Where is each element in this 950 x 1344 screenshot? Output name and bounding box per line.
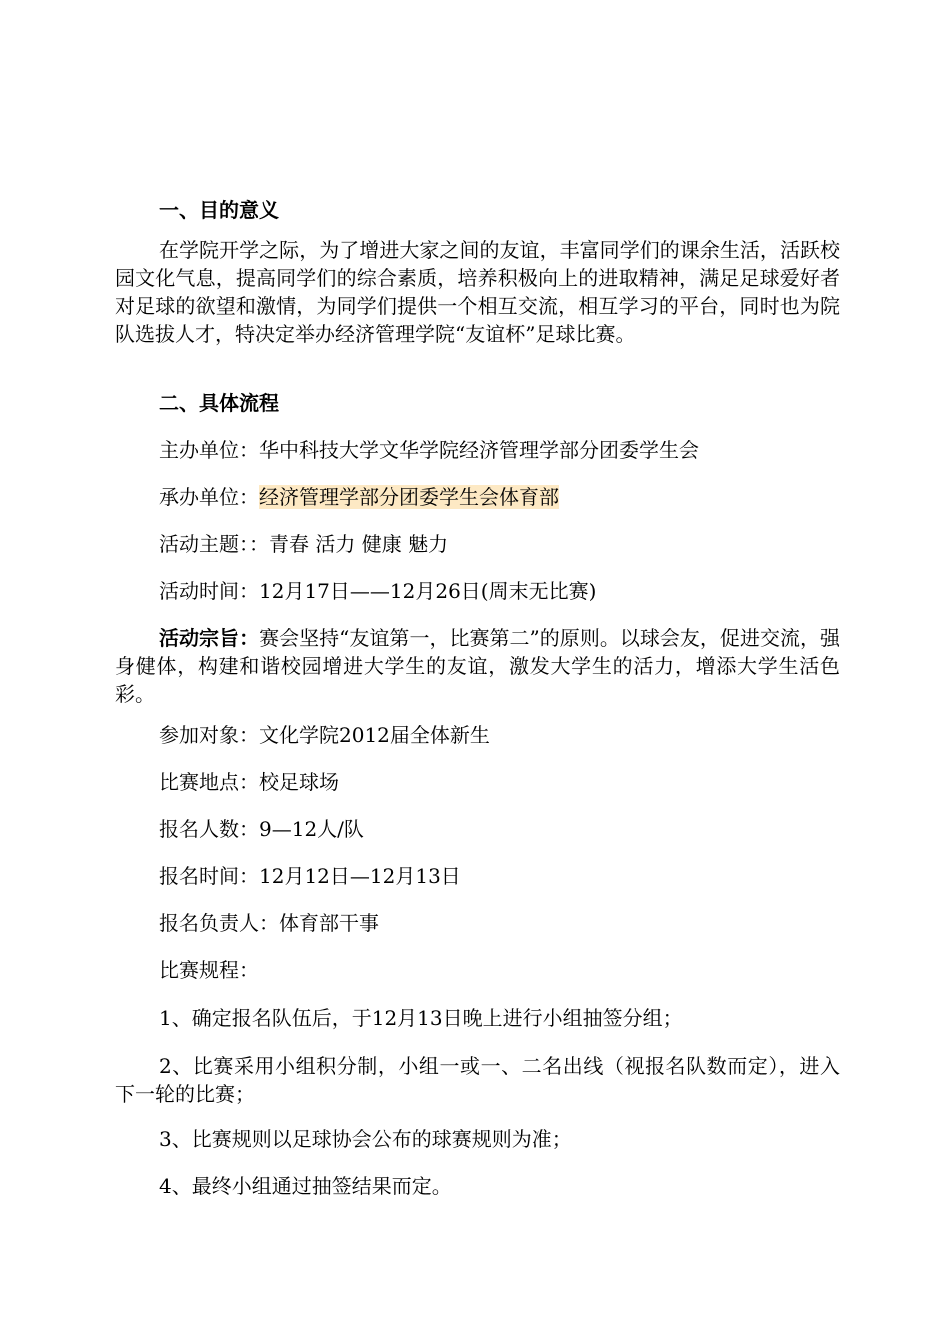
section-2-heading: 二、具体流程 [159,391,279,415]
rule-item: 3、比赛规则以足球协会公布的球赛规则为准； [159,1127,572,1151]
team-size-line: 报名人数：9—12人/队 [159,817,364,841]
purpose-label: 活动宗旨： [159,626,260,650]
participants-line: 参加对象：文化学院2012届全体新生 [159,723,490,747]
purpose-paragraph [115,624,840,708]
signup-time-line: 报名时间：12月12日—12月13日 [159,864,461,888]
venue-line: 比赛地点：校足球场 [159,770,339,794]
time-line: 活动时间：12月17日——12月26日(周末无比赛) [159,579,597,603]
organizer-label: 承办单位： [159,485,259,509]
organizer-line [115,483,840,511]
rule-item: 2、比赛采用小组积分制，小组一或一、二名出线（视报名队数而定），进入下一轮的比赛； [115,1054,840,1106]
organizer-value: 经济管理学部分团委学生会体育部 [259,485,559,509]
section-1-paragraph: 在学院开学之际，为了增进大家之间的友谊，丰富同学们的课余生活，活跃校园文化气息，提高同学们的综合素质，培养积极向上的进取精神，满足足球爱好者对足球的欲望和激情，为同学们提供一个相互交流，相互学习的平台，同时也为院队选拔人才，特决定举办经济管理学院“友谊杯”足球比赛。 [115,238,840,346]
rule-item: 4、最终小组通过抽签结果而定。 [159,1174,452,1198]
purpose-text: 赛会坚持“友谊第一，比赛第二”的原则。以球会友，促进交流，强身健体，构建和谐校园增进大学生的友谊，激发大学生的活力，增添大学生活色彩。 [115,626,841,706]
host-line: 主办单位：华中科技大学文华学院经济管理学部分团委学生会 [159,438,699,462]
theme-line: 活动主题：：青春 活力 健康 魅力 [159,532,449,556]
signup-contact-line: 报名负责人：体育部干事 [159,911,379,935]
rule-item: 1、确定报名队伍后，于12月13日晚上进行小组抽签分组； [159,1006,683,1030]
section-1-heading: 一、目的意义 [159,198,279,222]
rules-title: 比赛规程： [159,958,259,982]
